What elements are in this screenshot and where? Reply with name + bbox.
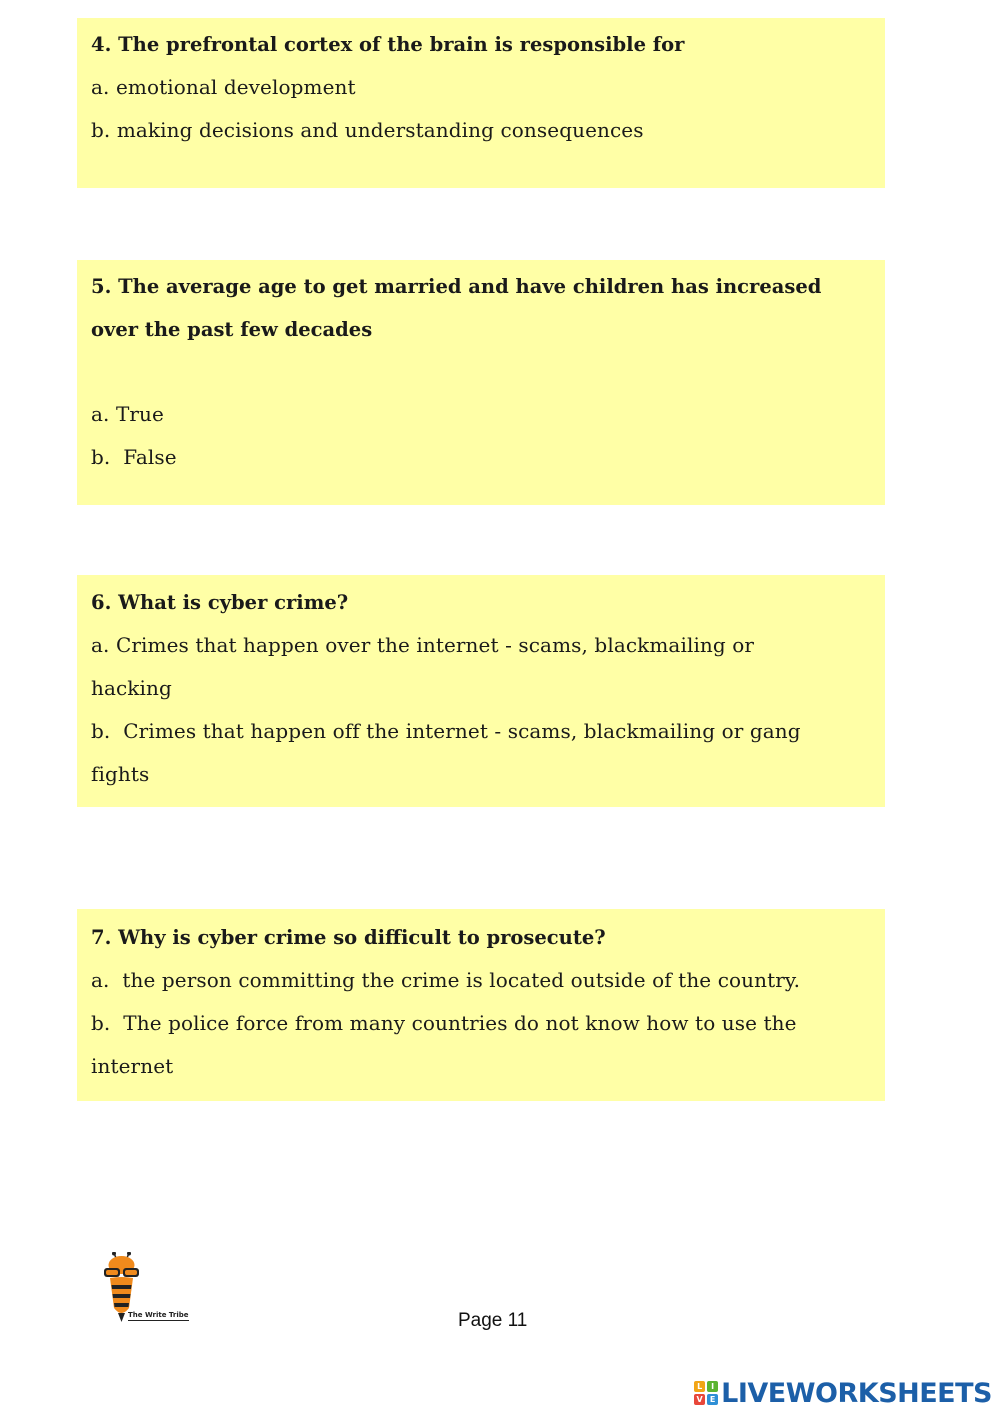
badge-letter-i: I xyxy=(707,1381,718,1392)
page-number: Page 11 xyxy=(458,1310,528,1331)
question-6-option-a-continued[interactable]: hacking xyxy=(91,676,172,700)
question-4-text: 4. The prefrontal cortex of the brain is responsible for xyxy=(91,33,685,56)
badge-letter-e: E xyxy=(707,1394,718,1405)
question-6-text: 6. What is cyber crime? xyxy=(91,591,349,614)
question-7-text: 7. Why is cyber crime so difficult to prosecute? xyxy=(91,926,606,949)
question-5-text-line-1: 5. The average age to get married and have children has increased xyxy=(91,275,822,298)
question-6-option-b[interactable]: b. Crimes that happen off the internet - scams, blackmailing or gang xyxy=(91,719,801,743)
question-5-option-b[interactable]: b. False xyxy=(91,445,177,469)
badge-letter-l: L xyxy=(694,1381,705,1392)
question-7-option-b[interactable]: b. The police force from many countries do not know how to use the xyxy=(91,1011,797,1035)
badge-letter-v: V xyxy=(694,1394,705,1405)
question-6-box xyxy=(77,575,885,807)
liveworksheets-text: LIVEWORKSHEETS xyxy=(721,1377,992,1409)
logo-caption: The Write Tribe xyxy=(128,1311,189,1319)
question-5-option-a[interactable]: a. True xyxy=(91,402,164,426)
question-5-text-line-2: over the past few decades xyxy=(91,318,373,341)
question-4-option-b[interactable]: b. making decisions and understanding consequences xyxy=(91,118,644,142)
question-4-option-a[interactable]: a. emotional development xyxy=(91,75,356,99)
question-6-option-a[interactable]: a. Crimes that happen over the internet - scams, blackmailing or xyxy=(91,633,755,657)
liveworksheets-watermark xyxy=(694,1376,992,1410)
liveworksheets-badge-icon xyxy=(694,1381,718,1405)
question-7-box xyxy=(77,909,885,1101)
question-5-box xyxy=(77,260,885,505)
question-7-option-b-continued[interactable]: internet xyxy=(91,1054,174,1078)
question-4-box xyxy=(77,18,885,188)
question-7-option-a[interactable]: a. the person committing the crime is located outside of the country. xyxy=(91,968,801,992)
question-6-option-b-continued[interactable]: fights xyxy=(91,762,150,786)
